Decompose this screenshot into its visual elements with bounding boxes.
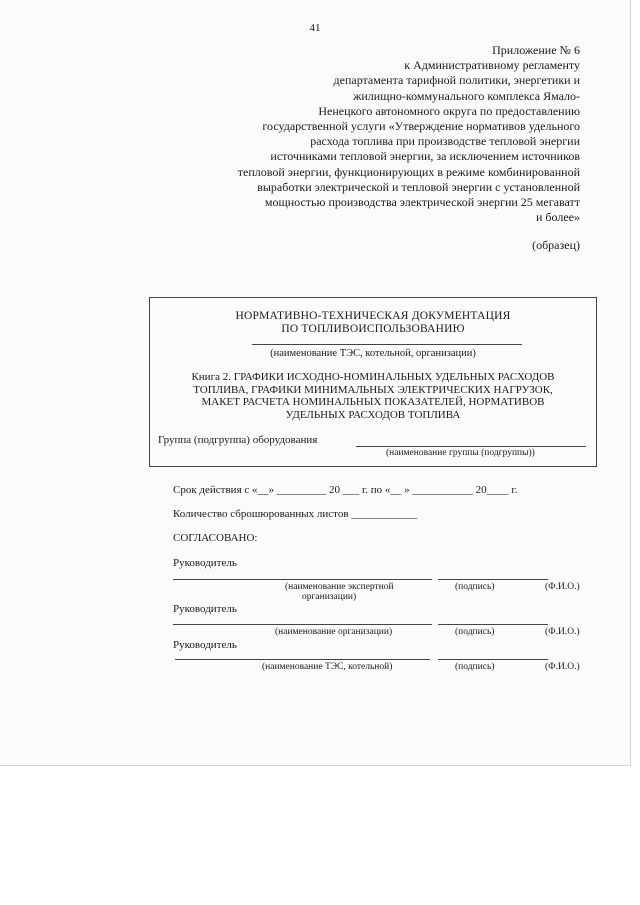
- signature-org-line: [173, 579, 432, 580]
- equipment-group-line: [356, 446, 586, 447]
- appendix-line: и более»: [535, 210, 580, 225]
- signature-org-caption: (наименование ТЭС, котельной): [262, 662, 393, 672]
- signature-sign-line: [438, 579, 548, 580]
- book-title-line: УДЕЛЬНЫХ РАСХОДОВ ТОПЛИВА: [285, 408, 461, 421]
- signature-sign-line: [438, 624, 548, 625]
- signature-sign-line: [438, 659, 548, 660]
- appendix-header: [140, 43, 580, 225]
- signature-sign-caption: (подпись): [455, 627, 495, 637]
- signature-sign-caption: (подпись): [455, 582, 495, 592]
- signature-org-caption: организации): [302, 592, 357, 602]
- doc-title-line: НОРМАТИВНО-ТЕХНИЧЕСКАЯ ДОКУМЕНТАЦИЯ: [235, 310, 511, 322]
- signature-name-caption: (Ф.И.О.): [545, 627, 580, 637]
- appendix-line: расхода топлива при производстве тепловой энергии: [310, 134, 580, 149]
- approved-heading: СОГЛАСОВАНО:: [173, 532, 258, 544]
- appendix-line: источниками тепловой энергии, за исключением источников: [270, 149, 580, 164]
- signature-org-caption: (наименование экспертной: [285, 582, 394, 592]
- validity-period: Срок действия с «__» _________ 20 ___ г. по «__ » ___________ 20____ г.: [173, 484, 518, 496]
- appendix-line: выработки электрической и тепловой энергии с установленной: [257, 179, 580, 194]
- signature-org-line: [173, 624, 432, 625]
- book-title-line: ТОПЛИВА, ГРАФИКИ МИНИМАЛЬНЫХ ЭЛЕКТРИЧЕСКИХ НАГРУЗОК,: [193, 383, 553, 396]
- appendix-line: к Административному регламенту: [404, 58, 580, 73]
- sheets-count: Количество сброшюрованных листов ____________: [173, 508, 418, 520]
- appendix-line: департамента тарифной политики, энергетики и: [333, 73, 580, 88]
- signature-name-caption: (Ф.И.О.): [545, 582, 580, 592]
- organization-name-caption: (наименование ТЭС, котельной, организации): [270, 348, 476, 359]
- doc-title-line: ПО ТОПЛИВОИСПОЛЬЗОВАНИЮ: [281, 323, 465, 335]
- sample-label: (образец): [532, 238, 580, 252]
- signature-role: Руководитель: [173, 639, 237, 651]
- signature-org-caption: (наименование организации): [275, 627, 393, 637]
- appendix-line: тепловой энергии, функционирующих в режиме комбинированной: [237, 164, 580, 179]
- appendix-line: Ненецкого автономного округа по предоставлению: [318, 103, 580, 118]
- appendix-line: государственной услуги «Утверждение нормативов удельного: [262, 119, 580, 134]
- appendix-line: мощностью производства электрической энергии 25 мегаватт: [264, 195, 580, 210]
- appendix-line: жилищно-коммунального комплекса Ямало-: [353, 88, 580, 103]
- documentation-box: [149, 297, 597, 467]
- equipment-group-caption: (наименование группы (подгруппы)): [386, 448, 535, 458]
- book-title-line: МАКЕТ РАСЧЕТА НОМИНАЛЬНЫХ ПОКАЗАТЕЛЕЙ, НОРМАТИВОВ: [201, 396, 545, 408]
- doc-title: [150, 310, 596, 336]
- appendix-line: Приложение № 6: [492, 43, 580, 57]
- signature-org-line: [175, 659, 430, 660]
- signature-name-caption: (Ф.И.О.): [545, 662, 580, 672]
- page-number: 41: [309, 22, 321, 34]
- book-title-line: Книга 2. ГРАФИКИ ИСХОДНО-НОМИНАЛЬНЫХ УДЕЛЬНЫХ РАСХОДОВ: [191, 371, 555, 383]
- signature-role: Руководитель: [173, 557, 237, 569]
- signature-role: Руководитель: [173, 603, 237, 615]
- signature-sign-caption: (подпись): [455, 662, 495, 672]
- book-title: [150, 371, 596, 421]
- equipment-group-label: Группа (подгруппа) оборудования: [158, 434, 318, 446]
- organization-name-line: [252, 344, 522, 345]
